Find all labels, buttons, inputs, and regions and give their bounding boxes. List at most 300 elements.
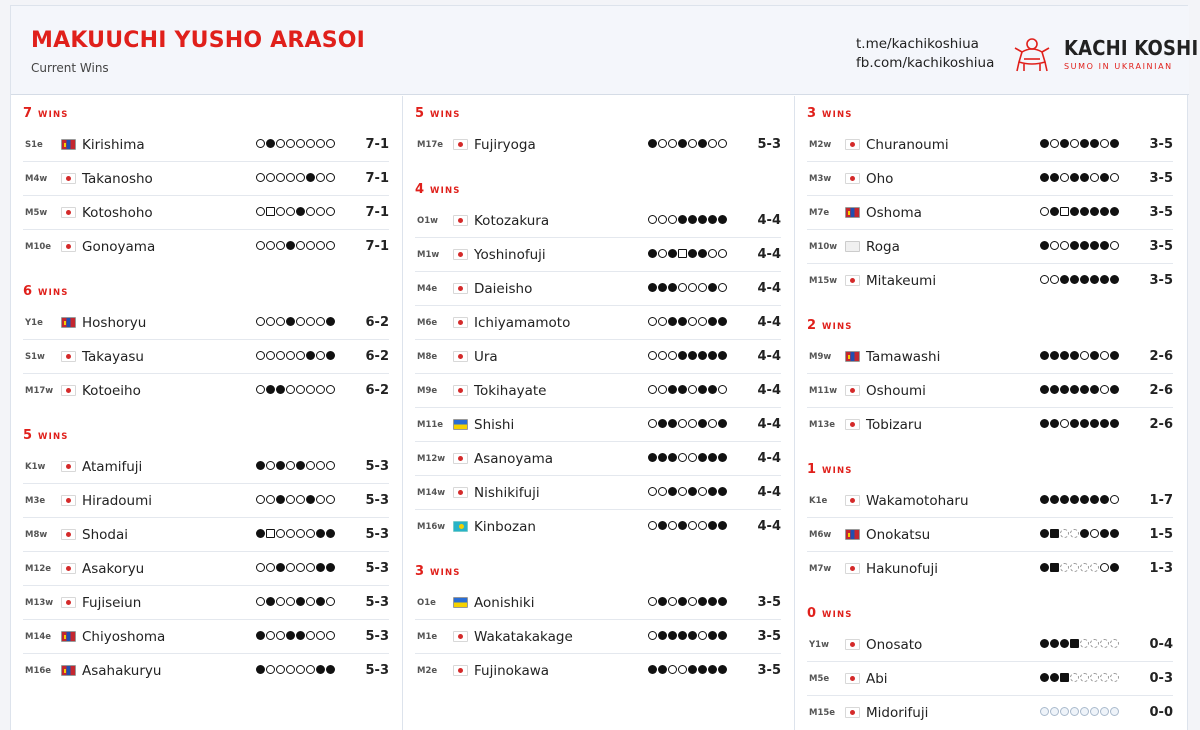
win-marker bbox=[286, 385, 295, 394]
rank-label: M6w bbox=[809, 530, 832, 540]
ukraine-flag-icon bbox=[453, 597, 468, 608]
loss-marker bbox=[1090, 495, 1099, 504]
win-loss-record: 3-5 bbox=[1149, 273, 1173, 288]
wrestler-name: Fujiryoga bbox=[474, 137, 536, 153]
wins-label: WINS bbox=[430, 186, 461, 196]
win-loss-record: 5-3 bbox=[365, 527, 389, 542]
win-loss-record: 4-4 bbox=[757, 451, 781, 466]
loss-marker bbox=[1080, 419, 1089, 428]
mongolia-flag-icon bbox=[61, 317, 76, 328]
win-marker bbox=[648, 385, 657, 394]
loss-marker bbox=[1060, 275, 1069, 284]
loss-marker bbox=[678, 521, 687, 530]
win-loss-record: 0-0 bbox=[1149, 705, 1173, 720]
loss-marker bbox=[688, 631, 697, 640]
win-marker bbox=[306, 597, 315, 606]
mongolia-flag-icon bbox=[61, 139, 76, 150]
loss-marker bbox=[718, 419, 727, 428]
wrestler-row bbox=[807, 628, 1173, 662]
loss-marker bbox=[1060, 639, 1069, 648]
wrestler-name: Yoshinofuji bbox=[474, 247, 546, 263]
wins-count: 0 bbox=[807, 606, 817, 621]
wrestler-row bbox=[23, 128, 389, 162]
absence-marker bbox=[1100, 639, 1109, 648]
bout-results bbox=[256, 461, 335, 470]
win-marker bbox=[256, 563, 265, 572]
loss-marker bbox=[698, 453, 707, 462]
loss-marker bbox=[1090, 351, 1099, 360]
absence-marker bbox=[1060, 563, 1069, 572]
bout-results bbox=[648, 139, 727, 148]
fusen-win-marker bbox=[266, 529, 275, 538]
loss-marker bbox=[678, 139, 687, 148]
win-loss-record: 0-3 bbox=[1149, 671, 1173, 686]
wrestler-row bbox=[415, 238, 781, 272]
wrestler-name: Churanoumi bbox=[866, 137, 949, 153]
bout-results bbox=[648, 317, 727, 326]
brand-tagline: SUMO IN UKRAINIAN bbox=[1064, 62, 1173, 71]
japan-flag-icon bbox=[845, 673, 860, 684]
wrestler-name: Daieisho bbox=[474, 281, 533, 297]
loss-marker bbox=[1050, 173, 1059, 182]
win-marker bbox=[326, 597, 335, 606]
loss-marker bbox=[1050, 385, 1059, 394]
loss-marker bbox=[1040, 351, 1049, 360]
wins-count: 2 bbox=[807, 318, 817, 333]
win-loss-record: 0-4 bbox=[1149, 637, 1173, 652]
win-marker bbox=[668, 215, 677, 224]
loss-marker bbox=[708, 283, 717, 292]
bout-results bbox=[1040, 563, 1119, 572]
wins-label: WINS bbox=[822, 110, 853, 120]
win-marker bbox=[316, 351, 325, 360]
win-loss-record: 3-5 bbox=[1149, 205, 1173, 220]
wins-count: 5 bbox=[23, 428, 33, 443]
absence-marker bbox=[1110, 639, 1119, 648]
win-marker bbox=[316, 385, 325, 394]
rank-label: M5w bbox=[25, 208, 48, 218]
japan-flag-icon bbox=[453, 385, 468, 396]
wins-group-heading bbox=[415, 106, 461, 121]
rank-label: M6e bbox=[417, 318, 438, 328]
wins-label: WINS bbox=[430, 568, 461, 578]
japan-flag-icon bbox=[453, 139, 468, 150]
loss-marker bbox=[1110, 529, 1119, 538]
loss-marker bbox=[286, 631, 295, 640]
loss-marker bbox=[1070, 207, 1079, 216]
win-marker bbox=[668, 139, 677, 148]
wrestler-name: Oho bbox=[866, 171, 894, 187]
absence-marker bbox=[1080, 563, 1089, 572]
win-loss-record: 7-1 bbox=[365, 137, 389, 152]
facebook-link[interactable]: fb.com/kachikoshiua bbox=[856, 55, 995, 71]
win-marker bbox=[718, 283, 727, 292]
brand bbox=[1064, 36, 1198, 71]
wrestler-name: Kotoshoho bbox=[82, 205, 153, 221]
rank-label: M15w bbox=[809, 276, 838, 286]
rank-label: M2e bbox=[417, 666, 438, 676]
loss-marker bbox=[256, 461, 265, 470]
loss-marker bbox=[1080, 241, 1089, 250]
loss-marker bbox=[316, 563, 325, 572]
wrestler-row bbox=[23, 230, 389, 264]
wrestler-name: Asanoyama bbox=[474, 451, 554, 467]
win-loss-record: 6-2 bbox=[365, 383, 389, 398]
win-marker bbox=[1060, 241, 1069, 250]
win-loss-record: 5-3 bbox=[365, 595, 389, 610]
bout-results bbox=[256, 139, 335, 148]
win-marker bbox=[286, 351, 295, 360]
wrestler-row bbox=[415, 340, 781, 374]
win-loss-record: 4-4 bbox=[757, 213, 781, 228]
win-loss-record: 4-4 bbox=[757, 519, 781, 534]
win-marker bbox=[678, 665, 687, 674]
rank-label: M1w bbox=[417, 250, 440, 260]
japan-flag-icon bbox=[845, 275, 860, 286]
wins-count: 4 bbox=[415, 182, 425, 197]
win-marker bbox=[718, 249, 727, 258]
loss-marker bbox=[718, 487, 727, 496]
win-marker bbox=[326, 461, 335, 470]
rank-label: O1w bbox=[417, 216, 438, 226]
win-marker bbox=[668, 665, 677, 674]
win-marker bbox=[306, 317, 315, 326]
japan-flag-icon bbox=[61, 173, 76, 184]
win-marker bbox=[316, 631, 325, 640]
loss-marker bbox=[1070, 173, 1079, 182]
column-1 bbox=[11, 96, 403, 730]
wrestler-row bbox=[23, 518, 389, 552]
win-marker bbox=[276, 241, 285, 250]
win-marker bbox=[306, 563, 315, 572]
loss-marker bbox=[1070, 275, 1079, 284]
wins-group-heading bbox=[23, 284, 69, 299]
win-marker bbox=[698, 631, 707, 640]
loss-marker bbox=[698, 419, 707, 428]
japan-flag-icon bbox=[845, 385, 860, 396]
absence-marker bbox=[1070, 673, 1079, 682]
wins-label: WINS bbox=[38, 110, 69, 120]
rank-label: K1e bbox=[809, 496, 828, 506]
wrestler-row bbox=[415, 654, 781, 688]
win-loss-record: 7-1 bbox=[365, 171, 389, 186]
win-marker bbox=[276, 173, 285, 182]
loss-marker bbox=[678, 351, 687, 360]
social-links bbox=[856, 35, 994, 73]
rank-label: M14e bbox=[25, 632, 52, 642]
loss-marker bbox=[668, 385, 677, 394]
loss-marker bbox=[1070, 419, 1079, 428]
wrestler-row bbox=[807, 408, 1173, 442]
absence-marker bbox=[1110, 673, 1119, 682]
win-marker bbox=[688, 597, 697, 606]
loss-marker bbox=[708, 215, 717, 224]
loss-marker bbox=[1110, 419, 1119, 428]
fusen-loss-marker bbox=[1050, 529, 1059, 538]
loss-marker bbox=[286, 317, 295, 326]
win-marker bbox=[286, 173, 295, 182]
rank-label: O1e bbox=[417, 598, 436, 608]
unfought-marker bbox=[1050, 707, 1059, 716]
win-loss-record: 1-7 bbox=[1149, 493, 1173, 508]
win-marker bbox=[266, 563, 275, 572]
wrestler-row bbox=[415, 272, 781, 306]
wins-label: WINS bbox=[822, 322, 853, 332]
loss-marker bbox=[1040, 241, 1049, 250]
win-marker bbox=[266, 665, 275, 674]
win-marker bbox=[276, 139, 285, 148]
win-loss-record: 6-2 bbox=[365, 349, 389, 364]
japan-flag-icon bbox=[453, 351, 468, 362]
loss-marker bbox=[658, 419, 667, 428]
win-marker bbox=[316, 139, 325, 148]
bout-results bbox=[648, 215, 727, 224]
loss-marker bbox=[326, 351, 335, 360]
loss-marker bbox=[718, 521, 727, 530]
win-marker bbox=[296, 139, 305, 148]
win-loss-record: 5-3 bbox=[365, 629, 389, 644]
win-marker bbox=[306, 139, 315, 148]
loss-marker bbox=[688, 351, 697, 360]
wrestler-name: Gonoyama bbox=[82, 239, 156, 255]
win-marker bbox=[266, 241, 275, 250]
win-marker bbox=[708, 139, 717, 148]
win-loss-record: 5-3 bbox=[757, 137, 781, 152]
win-marker bbox=[266, 173, 275, 182]
win-marker bbox=[688, 521, 697, 530]
loss-marker bbox=[1100, 495, 1109, 504]
win-marker bbox=[698, 487, 707, 496]
loss-marker bbox=[1060, 495, 1069, 504]
loss-marker bbox=[306, 351, 315, 360]
bout-results bbox=[1040, 419, 1119, 428]
win-marker bbox=[326, 207, 335, 216]
bout-results bbox=[648, 385, 727, 394]
win-marker bbox=[1040, 207, 1049, 216]
win-marker bbox=[668, 351, 677, 360]
win-marker bbox=[658, 385, 667, 394]
bout-results bbox=[1040, 139, 1119, 148]
japan-flag-icon bbox=[845, 419, 860, 430]
japan-flag-icon bbox=[453, 215, 468, 226]
japan-flag-icon bbox=[845, 139, 860, 150]
wins-label: WINS bbox=[38, 288, 69, 298]
win-marker bbox=[1050, 241, 1059, 250]
loss-marker bbox=[1100, 529, 1109, 538]
loss-marker bbox=[1110, 563, 1119, 572]
loss-marker bbox=[326, 317, 335, 326]
win-marker bbox=[658, 249, 667, 258]
absence-marker bbox=[1090, 563, 1099, 572]
win-marker bbox=[326, 241, 335, 250]
loss-marker bbox=[708, 631, 717, 640]
wrestler-row bbox=[23, 162, 389, 196]
wrestler-name: Takayasu bbox=[82, 349, 144, 365]
win-marker bbox=[648, 631, 657, 640]
win-marker bbox=[286, 461, 295, 470]
loss-marker bbox=[678, 631, 687, 640]
win-marker bbox=[326, 139, 335, 148]
win-marker bbox=[286, 563, 295, 572]
win-marker bbox=[648, 317, 657, 326]
bout-results bbox=[648, 419, 727, 428]
win-marker bbox=[266, 495, 275, 504]
loss-marker bbox=[1060, 385, 1069, 394]
bout-results bbox=[256, 385, 335, 394]
loss-marker bbox=[1040, 385, 1049, 394]
wrestler-row bbox=[807, 340, 1173, 374]
loss-marker bbox=[1100, 275, 1109, 284]
rank-label: Y1w bbox=[809, 640, 829, 650]
wrestler-row bbox=[23, 552, 389, 586]
win-marker bbox=[286, 495, 295, 504]
japan-flag-icon bbox=[61, 461, 76, 472]
japan-flag-icon bbox=[453, 453, 468, 464]
win-marker bbox=[296, 495, 305, 504]
win-marker bbox=[276, 207, 285, 216]
loss-marker bbox=[698, 665, 707, 674]
win-loss-record: 1-5 bbox=[1149, 527, 1173, 542]
wrestler-name: Roga bbox=[866, 239, 900, 255]
rank-label: K1w bbox=[25, 462, 46, 472]
loss-marker bbox=[708, 351, 717, 360]
win-marker bbox=[316, 173, 325, 182]
rank-label: M13w bbox=[25, 598, 54, 608]
win-marker bbox=[276, 529, 285, 538]
rank-label: M9w bbox=[809, 352, 832, 362]
wrestler-row bbox=[415, 442, 781, 476]
wrestler-name: Takanosho bbox=[82, 171, 153, 187]
japan-flag-icon bbox=[61, 207, 76, 218]
wrestler-row bbox=[415, 476, 781, 510]
wrestler-row bbox=[807, 552, 1173, 586]
win-marker bbox=[266, 631, 275, 640]
absence-marker bbox=[1080, 673, 1089, 682]
loss-marker bbox=[1090, 139, 1099, 148]
win-marker bbox=[1100, 563, 1109, 572]
loss-marker bbox=[658, 521, 667, 530]
rank-label: M10e bbox=[25, 242, 52, 252]
wins-count: 3 bbox=[807, 106, 817, 121]
wins-label: WINS bbox=[822, 610, 853, 620]
japan-flag-icon bbox=[61, 351, 76, 362]
win-loss-record: 7-1 bbox=[365, 205, 389, 220]
japan-flag-icon bbox=[845, 707, 860, 718]
win-marker bbox=[718, 139, 727, 148]
wrestler-row bbox=[23, 450, 389, 484]
win-marker bbox=[648, 597, 657, 606]
loss-marker bbox=[296, 631, 305, 640]
rank-label: M15e bbox=[809, 708, 836, 718]
japan-flag-icon bbox=[61, 529, 76, 540]
wrestler-name: Fujiseiun bbox=[82, 595, 142, 611]
loss-marker bbox=[668, 317, 677, 326]
wins-count: 3 bbox=[415, 564, 425, 579]
bout-results bbox=[1040, 529, 1119, 538]
loss-marker bbox=[326, 529, 335, 538]
wrestler-row bbox=[807, 662, 1173, 696]
loss-marker bbox=[1110, 275, 1119, 284]
win-loss-record: 3-5 bbox=[757, 595, 781, 610]
bout-results bbox=[256, 495, 335, 504]
win-loss-record: 4-4 bbox=[757, 417, 781, 432]
win-marker bbox=[296, 385, 305, 394]
loss-marker bbox=[698, 249, 707, 258]
loss-marker bbox=[1050, 673, 1059, 682]
win-loss-record: 4-4 bbox=[757, 383, 781, 398]
bout-results bbox=[256, 317, 335, 326]
wrestler-name: Atamifuji bbox=[82, 459, 143, 475]
fusen-loss-marker bbox=[1070, 639, 1079, 648]
loss-marker bbox=[276, 495, 285, 504]
wrestler-row bbox=[807, 518, 1173, 552]
japan-flag-icon bbox=[453, 665, 468, 676]
win-marker bbox=[306, 665, 315, 674]
loss-marker bbox=[296, 207, 305, 216]
win-marker bbox=[306, 241, 315, 250]
rank-label: M4e bbox=[417, 284, 438, 294]
win-marker bbox=[688, 419, 697, 428]
win-marker bbox=[256, 351, 265, 360]
mongolia-flag-icon bbox=[845, 351, 860, 362]
wrestler-name: Kotoeiho bbox=[82, 383, 141, 399]
japan-flag-icon bbox=[845, 563, 860, 574]
japan-flag-icon bbox=[453, 249, 468, 260]
bout-results bbox=[648, 487, 727, 496]
wrestler-name: Hakunofuji bbox=[866, 561, 939, 577]
win-marker bbox=[276, 317, 285, 326]
rank-label: M3w bbox=[809, 174, 832, 184]
wrestler-name: Tobizaru bbox=[866, 417, 922, 433]
loss-marker bbox=[1080, 207, 1089, 216]
wrestler-name: Abi bbox=[866, 671, 888, 687]
win-marker bbox=[286, 529, 295, 538]
loss-marker bbox=[698, 215, 707, 224]
win-marker bbox=[648, 419, 657, 428]
standings-card bbox=[10, 5, 1199, 730]
loss-marker bbox=[1090, 385, 1099, 394]
loss-marker bbox=[658, 631, 667, 640]
wrestler-name: Onokatsu bbox=[866, 527, 931, 543]
wins-label: WINS bbox=[822, 466, 853, 476]
win-loss-record: 5-3 bbox=[365, 663, 389, 678]
wins-group-heading bbox=[807, 106, 853, 121]
loss-marker bbox=[668, 283, 677, 292]
wins-group-heading bbox=[415, 564, 461, 579]
bout-results bbox=[1040, 351, 1119, 360]
japan-flag-icon bbox=[453, 283, 468, 294]
wrestler-name: Ichiyamamoto bbox=[474, 315, 571, 331]
win-marker bbox=[256, 385, 265, 394]
win-marker bbox=[648, 487, 657, 496]
win-marker bbox=[256, 173, 265, 182]
telegram-link[interactable]: t.me/kachikoshiua bbox=[856, 36, 979, 52]
rank-label: M9e bbox=[417, 386, 438, 396]
wrestler-name: Chiyoshoma bbox=[82, 629, 166, 645]
unfought-marker bbox=[1060, 707, 1069, 716]
win-marker bbox=[266, 317, 275, 326]
loss-marker bbox=[678, 597, 687, 606]
fusen-win-marker bbox=[1060, 207, 1069, 216]
wins-group-heading bbox=[23, 106, 69, 121]
rank-label: M16e bbox=[25, 666, 52, 676]
loss-marker bbox=[1090, 207, 1099, 216]
wrestler-name: Asahakuryu bbox=[82, 663, 162, 679]
loss-marker bbox=[648, 453, 657, 462]
bout-results bbox=[648, 453, 727, 462]
wrestler-name: Onosato bbox=[866, 637, 923, 653]
wrestler-row bbox=[415, 204, 781, 238]
